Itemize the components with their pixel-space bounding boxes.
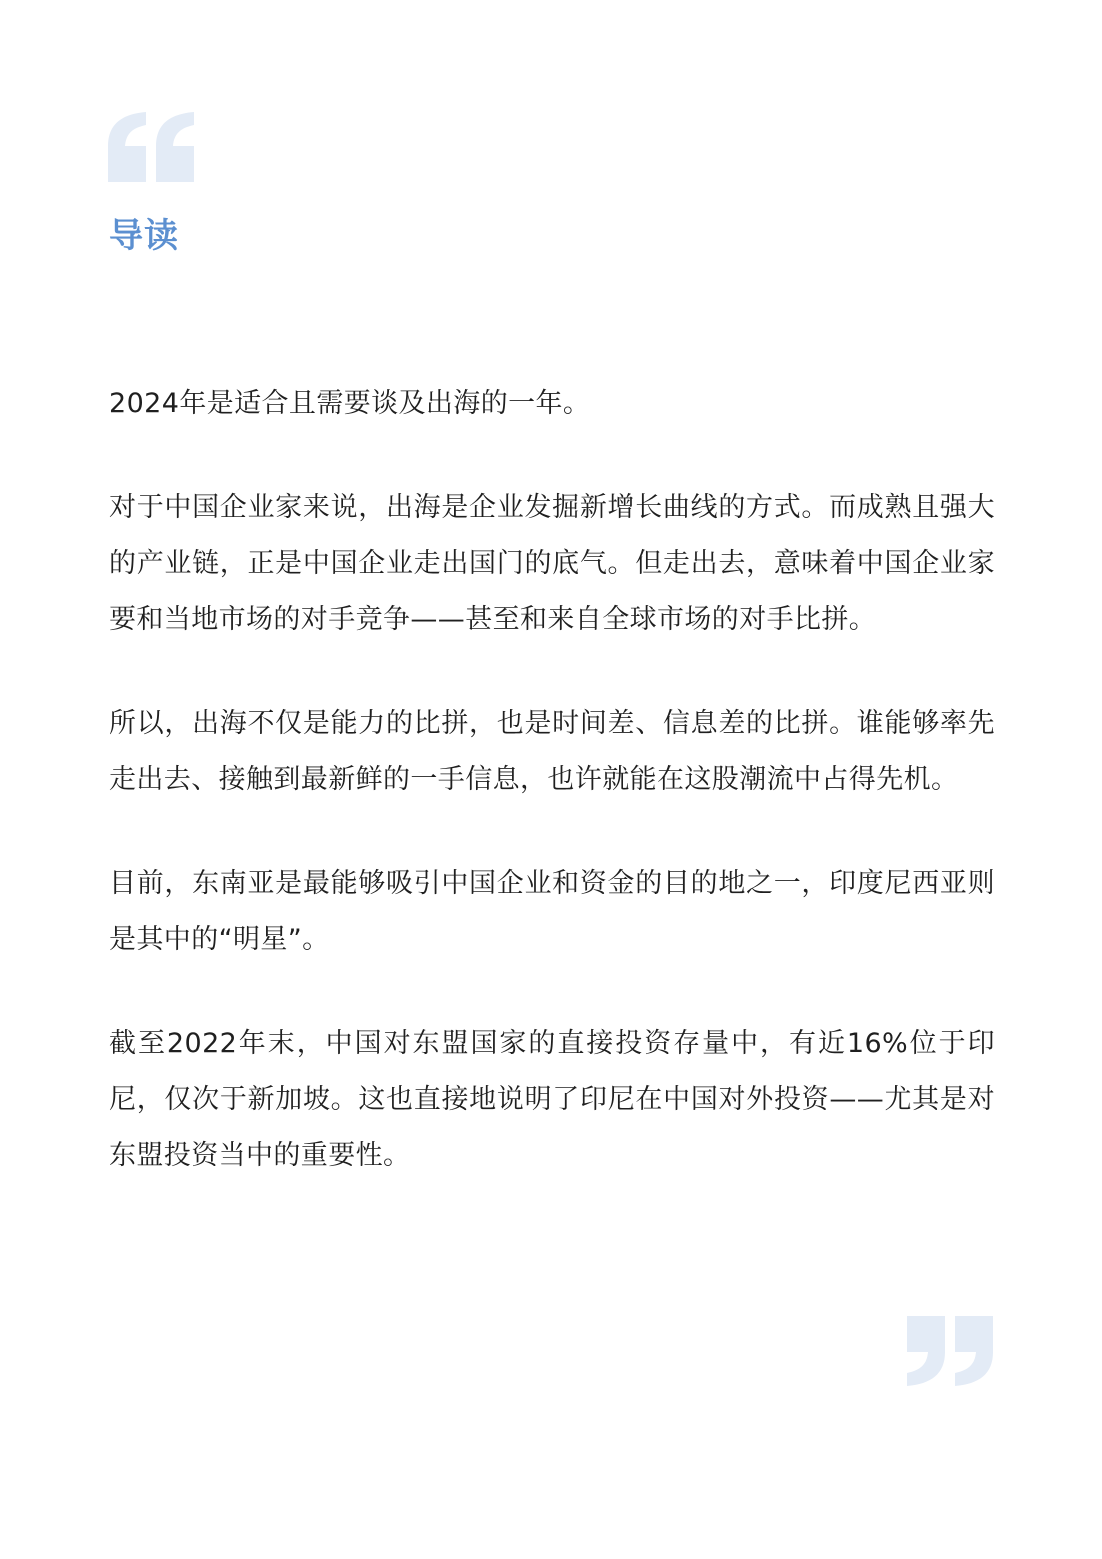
section-heading: 导读 xyxy=(109,216,179,256)
paragraph-investment-stats: 截至2022年末，中国对东盟国家的直接投资存量中，有近16%位于印尼，仅次于新加坡。这也直接地说明了印尼在中国对外投资——尤其是对东盟投资当中的重要性。 xyxy=(109,1028,995,1171)
paragraph-intro: 2024年是适合且需要谈及出海的一年。 xyxy=(109,388,591,419)
paragraph-southeast-asia: 目前，东南亚是最能够吸引中国企业和资金的目的地之一，印度尼西亚则是其中的“明星”。 xyxy=(109,868,995,955)
close-quote-icon xyxy=(907,1316,993,1386)
paragraph-going-abroad: 对于中国企业家来说，出海是企业发掘新增长曲线的方式。而成熟且强大的产业链，正是中国企业走出国门的底气。但走出去，意味着中国企业家要和当地市场的对手竞争——甚至和来自全球市场的对手比拼。 xyxy=(109,492,995,635)
article-body xyxy=(109,376,995,1232)
open-quote-icon xyxy=(108,112,194,182)
paragraph-competition: 所以，出海不仅是能力的比拼，也是时间差、信息差的比拼。谁能够率先走出去、接触到最新鲜的一手信息，也许就能在这股潮流中占得先机。 xyxy=(109,708,995,795)
